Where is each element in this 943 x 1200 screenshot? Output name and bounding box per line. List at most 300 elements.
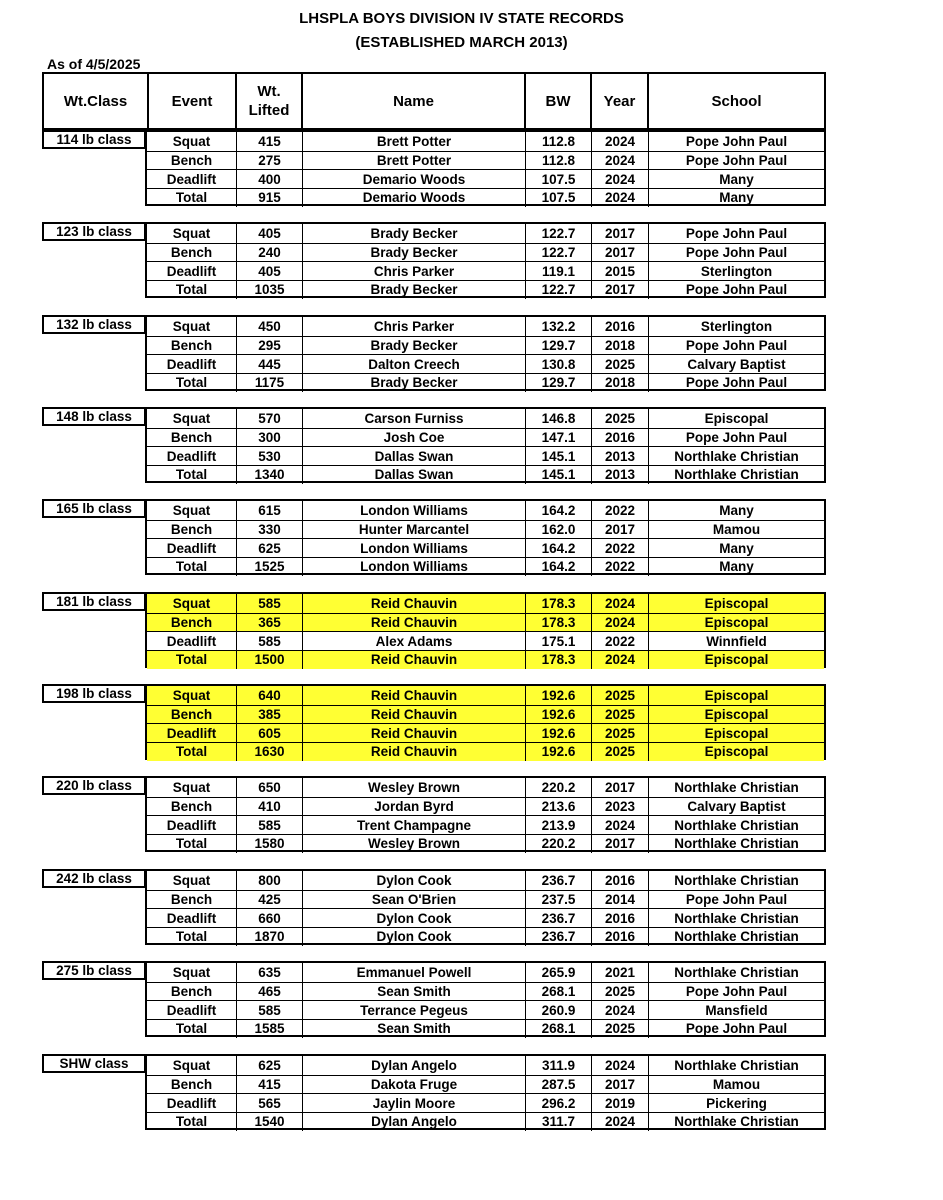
weight-class-group: [0, 776, 943, 852]
school-cell: Northlake Christian: [648, 778, 824, 797]
event-cell: Total: [175, 190, 208, 206]
bodyweight-cell: 147.1: [525, 429, 591, 448]
weight-lifted-cell: 915: [236, 189, 302, 208]
as-of-date: As of 4/5/2025: [47, 56, 141, 72]
year-cell: 2025: [591, 355, 648, 374]
event-cell: Bench: [170, 615, 213, 631]
event-cell: Bench: [170, 892, 213, 908]
year-cell: 2024: [591, 594, 648, 613]
weight-class-label: 220 lb class: [42, 776, 146, 795]
event-cell: Bench: [170, 153, 213, 169]
school-cell: Pope John Paul: [648, 132, 824, 151]
year-cell: 2025: [591, 743, 648, 762]
weight-class-label: 165 lb class: [42, 499, 146, 518]
weight-lifted-cell: 450: [236, 317, 302, 336]
school-cell: Northlake Christian: [648, 1056, 824, 1075]
table-row: [147, 613, 824, 633]
year-cell: 2024: [591, 189, 648, 208]
school-cell: Pope John Paul: [648, 983, 824, 1002]
event-cell: Squat: [172, 410, 211, 426]
school-cell: Episcopal: [648, 724, 824, 743]
weight-lifted-cell: 605: [236, 724, 302, 743]
lifter-name-cell: London Williams: [302, 558, 525, 577]
weight-lifted-cell: 1630: [236, 743, 302, 762]
lifter-name-cell: Sean O'Brien: [302, 891, 525, 910]
event-cell: Deadlift: [166, 1002, 217, 1018]
bodyweight-cell: 119.1: [525, 262, 591, 281]
lifter-name-cell: Dylon Cook: [302, 928, 525, 947]
table-row: [147, 354, 824, 374]
year-cell: 2017: [591, 521, 648, 540]
table-row: [147, 705, 824, 725]
bodyweight-cell: 311.7: [525, 1113, 591, 1132]
weight-class-group: [0, 130, 943, 206]
year-cell: 2017: [591, 224, 648, 243]
weight-class-label: SHW class: [42, 1054, 146, 1073]
header-school: School: [647, 74, 824, 128]
lifter-name-cell: Reid Chauvin: [302, 686, 525, 705]
school-cell: Northlake Christian: [648, 835, 824, 854]
school-cell: Winnfield: [648, 632, 824, 651]
year-cell: 2017: [591, 244, 648, 263]
year-cell: 2022: [591, 539, 648, 558]
bodyweight-cell: 287.5: [525, 1076, 591, 1095]
school-cell: Pope John Paul: [648, 337, 824, 356]
weight-class-label: 275 lb class: [42, 961, 146, 980]
table-row: [147, 1000, 824, 1020]
table-row: [147, 224, 824, 243]
event-cell: Deadlift: [166, 725, 217, 741]
table-row: [147, 243, 824, 263]
weight-lifted-cell: 615: [236, 501, 302, 520]
bodyweight-cell: 268.1: [525, 983, 591, 1002]
bodyweight-cell: 130.8: [525, 355, 591, 374]
bodyweight-cell: 296.2: [525, 1094, 591, 1113]
table-row: [147, 280, 824, 300]
table-row: [147, 446, 824, 466]
school-cell: Pickering: [648, 1094, 824, 1113]
school-cell: Northlake Christian: [648, 871, 824, 890]
year-cell: 2016: [591, 429, 648, 448]
weight-lifted-cell: 295: [236, 337, 302, 356]
weight-lifted-cell: 415: [236, 132, 302, 151]
bodyweight-cell: 122.7: [525, 244, 591, 263]
records-block: [145, 407, 826, 483]
weight-lifted-cell: 330: [236, 521, 302, 540]
weight-lifted-cell: 405: [236, 262, 302, 281]
lifter-name-cell: Chris Parker: [302, 317, 525, 336]
records-block: [145, 130, 826, 206]
lifter-name-cell: Carson Furniss: [302, 409, 525, 428]
table-row: [147, 890, 824, 910]
school-cell: Many: [648, 189, 824, 208]
school-cell: Sterlington: [648, 262, 824, 281]
lifter-name-cell: Brett Potter: [302, 132, 525, 151]
weight-lifted-cell: 1540: [236, 1113, 302, 1132]
weight-class-label: 181 lb class: [42, 592, 146, 611]
table-row: [147, 1056, 824, 1075]
lifter-name-cell: Dallas Swan: [302, 466, 525, 485]
event-cell: Squat: [172, 779, 211, 795]
bodyweight-cell: 178.3: [525, 594, 591, 613]
table-row: [147, 501, 824, 520]
school-cell: Many: [648, 170, 824, 189]
weight-class-label: 132 lb class: [42, 315, 146, 334]
year-cell: 2022: [591, 558, 648, 577]
table-row: [147, 1075, 824, 1095]
lifter-name-cell: Reid Chauvin: [302, 706, 525, 725]
lifter-name-cell: Dakota Fruge: [302, 1076, 525, 1095]
table-row: [147, 927, 824, 947]
year-cell: 2025: [591, 409, 648, 428]
school-cell: Episcopal: [648, 409, 824, 428]
bodyweight-cell: 164.2: [525, 501, 591, 520]
lifter-name-cell: Reid Chauvin: [302, 724, 525, 743]
weight-lifted-cell: 1500: [236, 651, 302, 670]
bodyweight-cell: 192.6: [525, 743, 591, 762]
page-subtitle: (ESTABLISHED MARCH 2013): [355, 34, 568, 51]
event-cell: Squat: [172, 133, 211, 149]
year-cell: 2024: [591, 614, 648, 633]
weight-class-label: 242 lb class: [42, 869, 146, 888]
bodyweight-cell: 260.9: [525, 1001, 591, 1020]
lifter-name-cell: Brady Becker: [302, 224, 525, 243]
school-cell: Northlake Christian: [648, 1113, 824, 1132]
weight-class-group: [0, 869, 943, 945]
weight-lifted-cell: 800: [236, 871, 302, 890]
weight-lifted-cell: 275: [236, 152, 302, 171]
event-cell: Bench: [170, 338, 213, 354]
school-cell: Mamou: [648, 1076, 824, 1095]
school-cell: Northlake Christian: [648, 447, 824, 466]
weight-class-group: [0, 961, 943, 1037]
table-row: [147, 594, 824, 613]
year-cell: 2013: [591, 466, 648, 485]
school-cell: Sterlington: [648, 317, 824, 336]
lifter-name-cell: Dylon Cook: [302, 871, 525, 890]
table-row: [147, 834, 824, 854]
bodyweight-cell: 236.7: [525, 909, 591, 928]
year-cell: 2014: [591, 891, 648, 910]
bodyweight-cell: 129.7: [525, 337, 591, 356]
year-cell: 2019: [591, 1094, 648, 1113]
weight-class-label: 114 lb class: [42, 130, 146, 149]
year-cell: 2021: [591, 963, 648, 982]
weight-lifted-cell: 1340: [236, 466, 302, 485]
event-cell: Total: [175, 375, 208, 391]
year-cell: 2024: [591, 816, 648, 835]
school-cell: Northlake Christian: [648, 909, 824, 928]
lifter-name-cell: Dylan Angelo: [302, 1113, 525, 1132]
school-cell: Many: [648, 501, 824, 520]
event-cell: Squat: [172, 318, 211, 334]
weight-class-group: [0, 684, 943, 760]
event-cell: Bench: [170, 799, 213, 815]
bodyweight-cell: 122.7: [525, 281, 591, 300]
weight-lifted-cell: 635: [236, 963, 302, 982]
records-block: [145, 776, 826, 852]
event-cell: Squat: [172, 964, 211, 980]
event-cell: Squat: [172, 872, 211, 888]
weight-lifted-cell: 585: [236, 816, 302, 835]
weight-lifted-cell: 1585: [236, 1020, 302, 1039]
bodyweight-cell: 107.5: [525, 170, 591, 189]
event-cell: Total: [175, 559, 208, 575]
bodyweight-cell: 107.5: [525, 189, 591, 208]
lifter-name-cell: Demario Woods: [302, 189, 525, 208]
bodyweight-cell: 178.3: [525, 614, 591, 633]
bodyweight-cell: 162.0: [525, 521, 591, 540]
header-name: Name: [301, 74, 524, 128]
lifter-name-cell: Sean Smith: [302, 1020, 525, 1039]
weight-lifted-cell: 625: [236, 539, 302, 558]
lifter-name-cell: Reid Chauvin: [302, 594, 525, 613]
table-row: [147, 631, 824, 651]
weight-lifted-cell: 640: [236, 686, 302, 705]
lifter-name-cell: Emmanuel Powell: [302, 963, 525, 982]
year-cell: 2024: [591, 1056, 648, 1075]
event-cell: Deadlift: [166, 1095, 217, 1111]
table-row: [147, 409, 824, 428]
school-cell: Episcopal: [648, 686, 824, 705]
table-row: [147, 465, 824, 485]
school-cell: Pope John Paul: [648, 152, 824, 171]
lifter-name-cell: Hunter Marcantel: [302, 521, 525, 540]
school-cell: Episcopal: [648, 651, 824, 670]
table-row: [147, 1093, 824, 1113]
weight-lifted-cell: 625: [236, 1056, 302, 1075]
school-cell: Calvary Baptist: [648, 798, 824, 817]
bodyweight-cell: 236.7: [525, 928, 591, 947]
header-event: Event: [147, 74, 235, 128]
event-cell: Bench: [170, 1077, 213, 1093]
event-cell: Squat: [172, 225, 211, 241]
year-cell: 2016: [591, 317, 648, 336]
year-cell: 2025: [591, 724, 648, 743]
weight-lifted-cell: 585: [236, 1001, 302, 1020]
lifter-name-cell: Alex Adams: [302, 632, 525, 651]
lifter-name-cell: Jordan Byrd: [302, 798, 525, 817]
bodyweight-cell: 178.3: [525, 651, 591, 670]
bodyweight-cell: 220.2: [525, 835, 591, 854]
bodyweight-cell: 175.1: [525, 632, 591, 651]
school-cell: Many: [648, 558, 824, 577]
records-block: [145, 1054, 826, 1130]
year-cell: 2022: [591, 501, 648, 520]
lifter-name-cell: Brady Becker: [302, 374, 525, 393]
school-cell: Many: [648, 539, 824, 558]
table-row: [147, 132, 824, 151]
event-cell: Total: [175, 467, 208, 483]
bodyweight-cell: 129.7: [525, 374, 591, 393]
event-cell: Deadlift: [166, 817, 217, 833]
table-row: [147, 686, 824, 705]
event-cell: Squat: [172, 502, 211, 518]
bodyweight-cell: 146.8: [525, 409, 591, 428]
year-cell: 2018: [591, 337, 648, 356]
bodyweight-cell: 236.7: [525, 871, 591, 890]
bodyweight-cell: 132.2: [525, 317, 591, 336]
weight-class-group: [0, 407, 943, 483]
lifter-name-cell: Josh Coe: [302, 429, 525, 448]
lifter-name-cell: Brady Becker: [302, 244, 525, 263]
records-block: [145, 315, 826, 391]
bodyweight-cell: 265.9: [525, 963, 591, 982]
school-cell: Pope John Paul: [648, 281, 824, 300]
year-cell: 2016: [591, 928, 648, 947]
table-row: [147, 538, 824, 558]
table-row: [147, 520, 824, 540]
weight-class-label: 148 lb class: [42, 407, 146, 426]
event-cell: Bench: [170, 984, 213, 1000]
header-wt-lifted: Wt. Lifted: [235, 74, 301, 128]
year-cell: 2016: [591, 871, 648, 890]
table-row: [147, 815, 824, 835]
table-row: [147, 336, 824, 356]
bodyweight-cell: 112.8: [525, 132, 591, 151]
lifter-name-cell: Demario Woods: [302, 170, 525, 189]
lifter-name-cell: Reid Chauvin: [302, 743, 525, 762]
school-cell: Northlake Christian: [648, 466, 824, 485]
page-title: LHSPLA BOYS DIVISION IV STATE RECORDS: [299, 10, 624, 27]
school-cell: Northlake Christian: [648, 816, 824, 835]
lifter-name-cell: Dallas Swan: [302, 447, 525, 466]
table-row: [147, 650, 824, 670]
weight-lifted-cell: 465: [236, 983, 302, 1002]
event-cell: Bench: [170, 430, 213, 446]
weight-class-group: [0, 499, 943, 575]
weight-lifted-cell: 300: [236, 429, 302, 448]
table-row: [147, 1112, 824, 1132]
event-cell: Deadlift: [166, 171, 217, 187]
year-cell: 2017: [591, 281, 648, 300]
bodyweight-cell: 112.8: [525, 152, 591, 171]
records-block: [145, 592, 826, 668]
bodyweight-cell: 268.1: [525, 1020, 591, 1039]
school-cell: Episcopal: [648, 614, 824, 633]
weight-class-group: [0, 1054, 943, 1130]
event-cell: Deadlift: [166, 356, 217, 372]
table-header: [42, 72, 826, 130]
year-cell: 2025: [591, 706, 648, 725]
year-cell: 2025: [591, 1020, 648, 1039]
weight-lifted-cell: 650: [236, 778, 302, 797]
year-cell: 2024: [591, 152, 648, 171]
year-cell: 2025: [591, 686, 648, 705]
lifter-name-cell: Wesley Brown: [302, 835, 525, 854]
event-cell: Squat: [172, 595, 211, 611]
lifter-name-cell: Chris Parker: [302, 262, 525, 281]
table-row: [147, 723, 824, 743]
weight-lifted-cell: 385: [236, 706, 302, 725]
event-cell: Total: [175, 929, 208, 945]
table-row: [147, 317, 824, 336]
bodyweight-cell: 237.5: [525, 891, 591, 910]
year-cell: 2013: [591, 447, 648, 466]
school-cell: Northlake Christian: [648, 928, 824, 947]
lifter-name-cell: Dylon Cook: [302, 909, 525, 928]
records-block: [145, 499, 826, 575]
lifter-name-cell: Reid Chauvin: [302, 614, 525, 633]
school-cell: Episcopal: [648, 594, 824, 613]
lifter-name-cell: Dalton Creech: [302, 355, 525, 374]
event-cell: Deadlift: [166, 448, 217, 464]
event-cell: Deadlift: [166, 263, 217, 279]
school-cell: Calvary Baptist: [648, 355, 824, 374]
weight-lifted-cell: 1035: [236, 281, 302, 300]
table-row: [147, 797, 824, 817]
weight-lifted-cell: 415: [236, 1076, 302, 1095]
school-cell: Pope John Paul: [648, 224, 824, 243]
event-cell: Deadlift: [166, 633, 217, 649]
table-row: [147, 373, 824, 393]
lifter-name-cell: Trent Champagne: [302, 816, 525, 835]
table-row: [147, 871, 824, 890]
event-cell: Squat: [172, 687, 211, 703]
weight-lifted-cell: 240: [236, 244, 302, 263]
year-cell: 2017: [591, 778, 648, 797]
event-cell: Total: [175, 744, 208, 760]
event-cell: Bench: [170, 245, 213, 261]
weight-class-label: 123 lb class: [42, 222, 146, 241]
bodyweight-cell: 122.7: [525, 224, 591, 243]
weight-lifted-cell: 565: [236, 1094, 302, 1113]
lifter-name-cell: Brady Becker: [302, 281, 525, 300]
year-cell: 2024: [591, 651, 648, 670]
lifter-name-cell: Reid Chauvin: [302, 651, 525, 670]
weight-lifted-cell: 1870: [236, 928, 302, 947]
lifter-name-cell: Brady Becker: [302, 337, 525, 356]
lifter-name-cell: Wesley Brown: [302, 778, 525, 797]
event-cell: Total: [175, 836, 208, 852]
records-block: [145, 961, 826, 1037]
table-row: [147, 151, 824, 171]
weight-lifted-cell: 585: [236, 594, 302, 613]
event-cell: Bench: [170, 707, 213, 723]
year-cell: 2015: [591, 262, 648, 281]
records-block: [145, 684, 826, 760]
bodyweight-cell: 164.2: [525, 539, 591, 558]
table-row: [147, 261, 824, 281]
year-cell: 2017: [591, 835, 648, 854]
weight-lifted-cell: 405: [236, 224, 302, 243]
records-block: [145, 869, 826, 945]
lifter-name-cell: Jaylin Moore: [302, 1094, 525, 1113]
weight-lifted-cell: 1175: [236, 374, 302, 393]
weight-lifted-cell: 570: [236, 409, 302, 428]
event-cell: Total: [175, 1021, 208, 1037]
year-cell: 2016: [591, 909, 648, 928]
event-cell: Deadlift: [166, 910, 217, 926]
school-cell: Pope John Paul: [648, 891, 824, 910]
school-cell: Mansfield: [648, 1001, 824, 1020]
bodyweight-cell: 192.6: [525, 724, 591, 743]
event-cell: Total: [175, 652, 208, 668]
event-cell: Squat: [172, 1057, 211, 1073]
year-cell: 2025: [591, 983, 648, 1002]
records-block: [145, 222, 826, 298]
event-cell: Deadlift: [166, 540, 217, 556]
header-bw: BW: [524, 74, 590, 128]
weight-lifted-cell: 530: [236, 447, 302, 466]
bodyweight-cell: 192.6: [525, 706, 591, 725]
bodyweight-cell: 145.1: [525, 466, 591, 485]
weight-class-group: [0, 222, 943, 298]
bodyweight-cell: 164.2: [525, 558, 591, 577]
year-cell: 2022: [591, 632, 648, 651]
lifter-name-cell: Brett Potter: [302, 152, 525, 171]
weight-lifted-cell: 410: [236, 798, 302, 817]
